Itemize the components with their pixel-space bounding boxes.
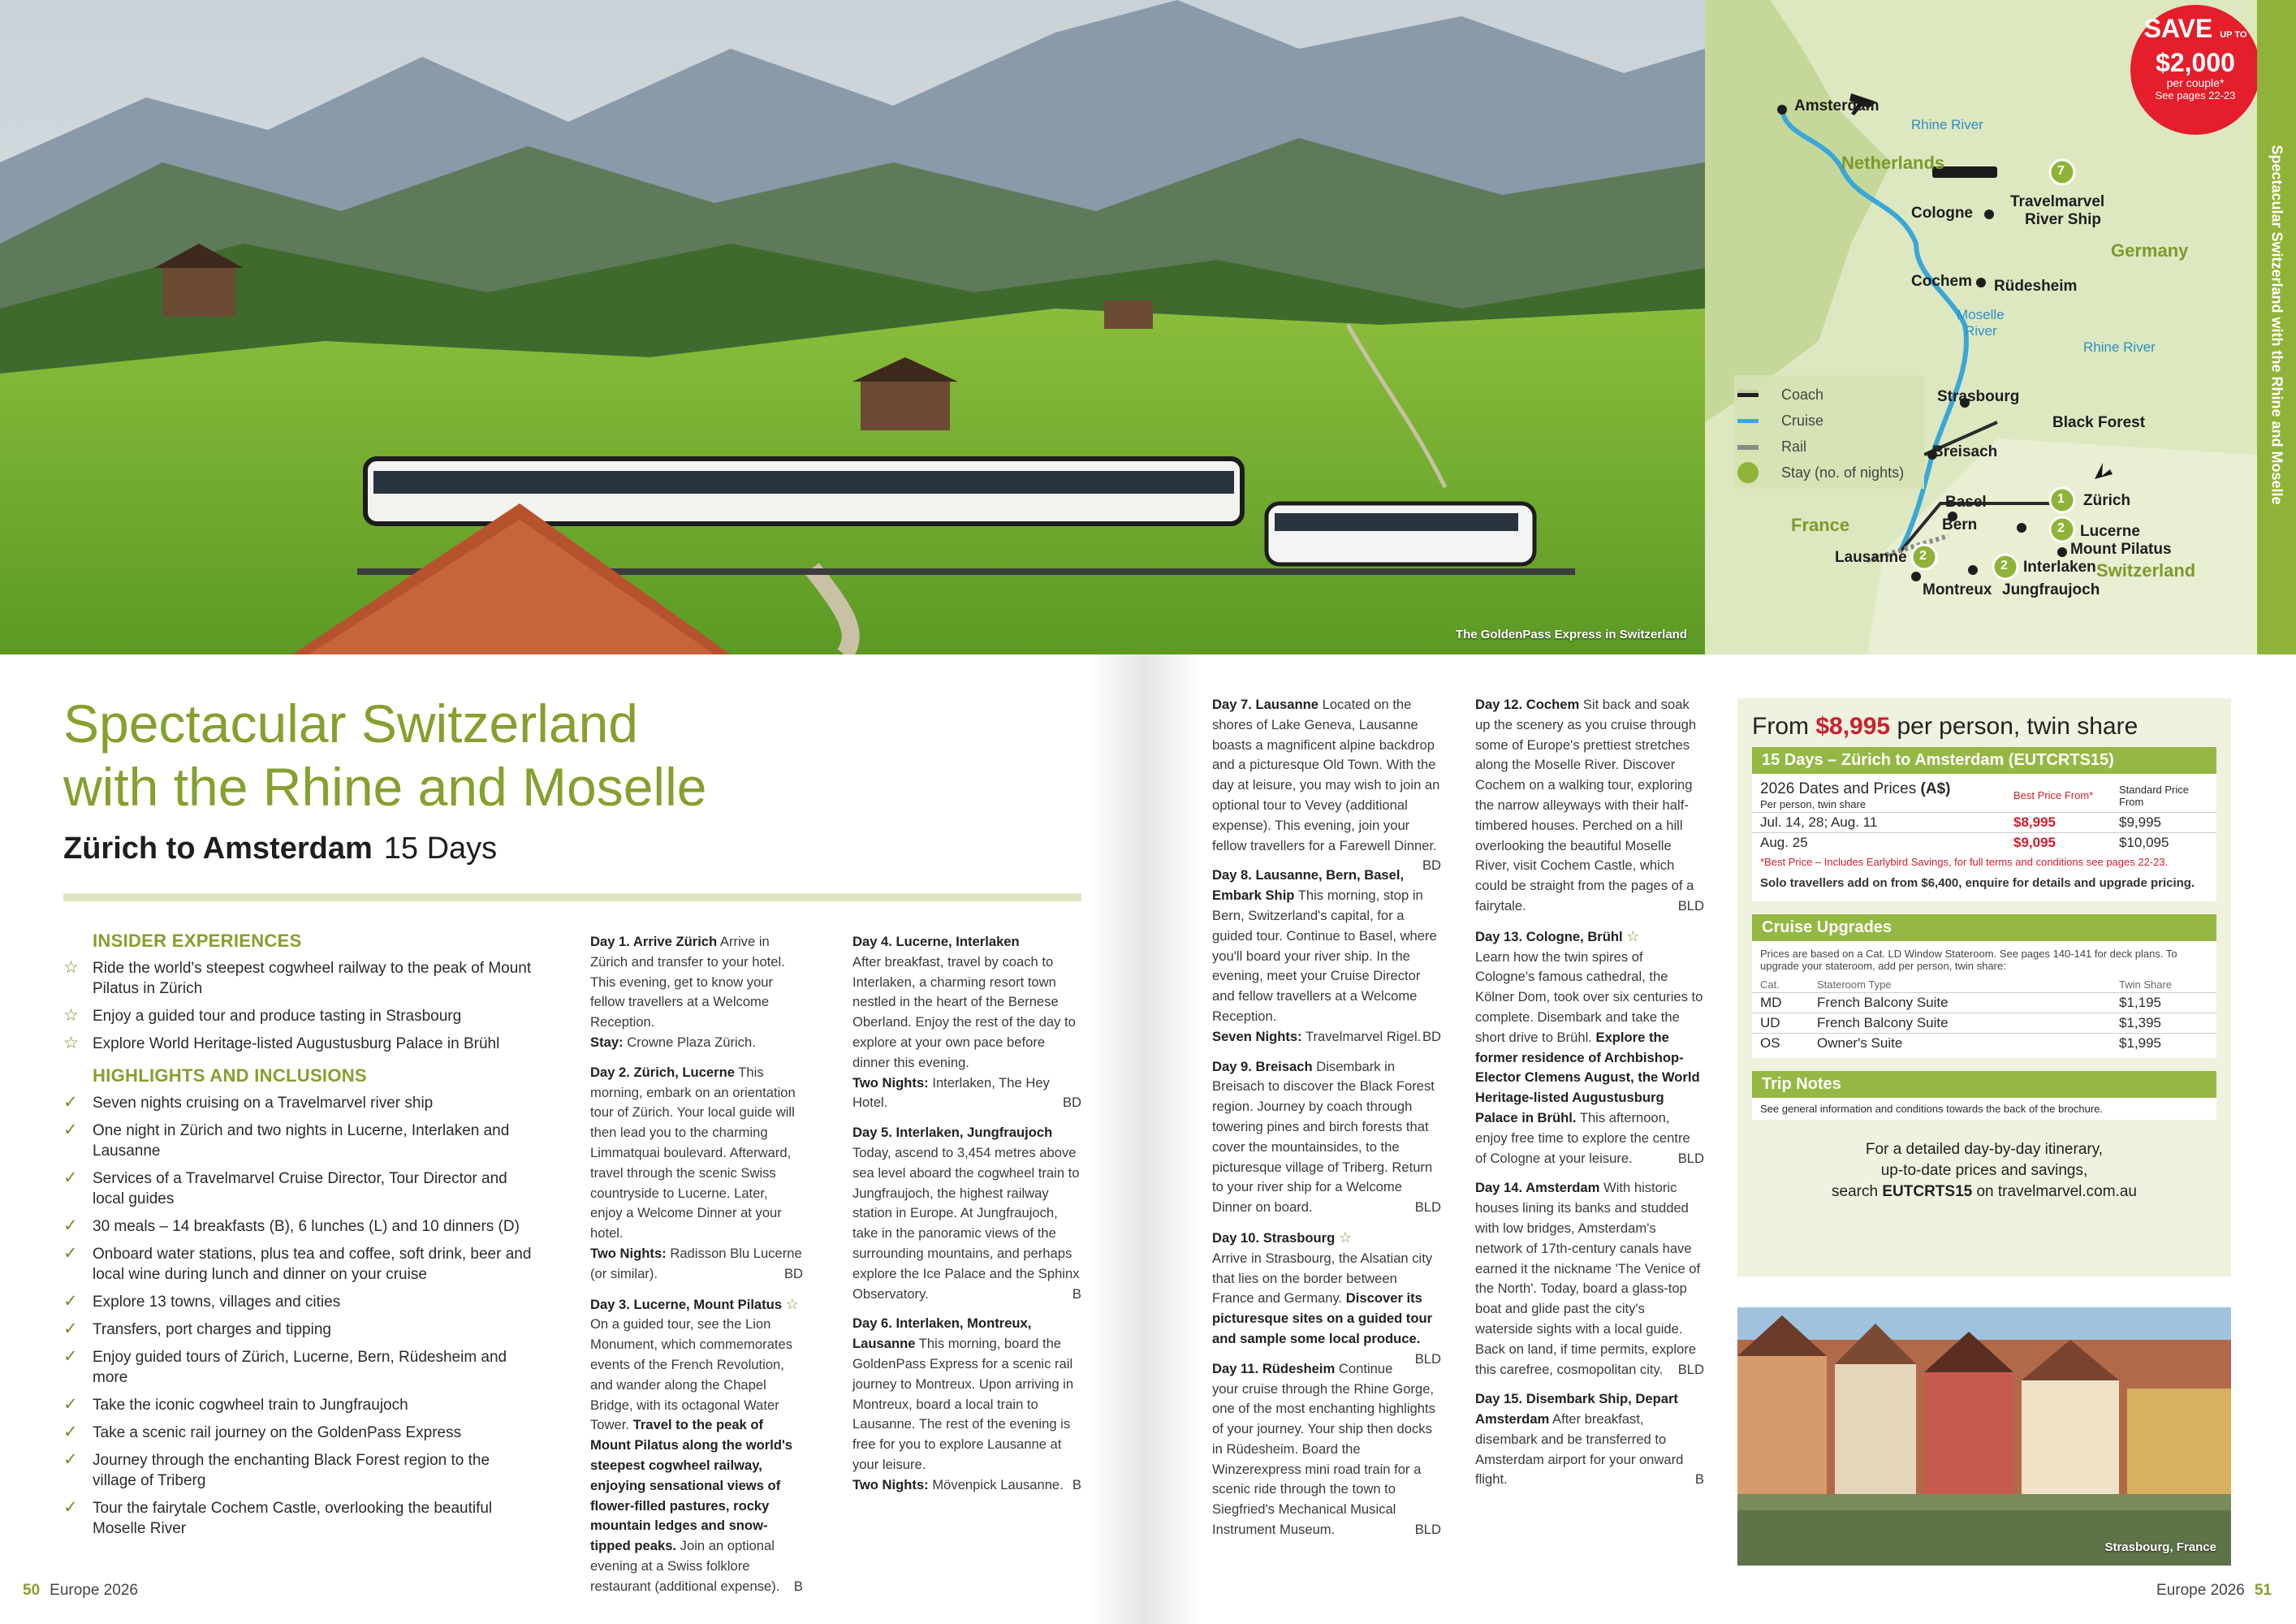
stay-lucerne: 2 xyxy=(2057,521,2065,535)
list-item: ☆ Ride the world's steepest cogwheel railway to the peak of Mount Pilatus in Zürich xyxy=(63,958,532,997)
inclusions-column xyxy=(63,931,534,1546)
itinerary-column-1 xyxy=(590,932,803,1607)
page-number-right: 51 xyxy=(2254,1582,2272,1599)
stay-zurich: 1 xyxy=(2057,492,2065,506)
title-line-1: Spectacular Switzerland xyxy=(63,693,639,754)
city-mount-pilatus: Mount Pilatus xyxy=(2070,541,2172,558)
city-lucerne: Lucerne xyxy=(2080,523,2140,540)
check-icon: ✓ xyxy=(63,1121,78,1139)
city-cochem: Cochem xyxy=(1911,273,1972,290)
list-item: ☆ Enjoy a guided tour and produce tasting in Strasbourg xyxy=(63,1006,462,1025)
check-icon: ✓ xyxy=(63,1093,78,1112)
city-basel: Basel xyxy=(1945,494,1987,511)
itinerary-column-4 xyxy=(1475,695,1704,1500)
city-amsterdam: Amsterdam xyxy=(1794,97,1880,114)
ship-label-1: Travelmarvel xyxy=(2010,193,2105,210)
sidebar-strip xyxy=(2257,0,2296,654)
day-12: Day 12. Cochem Sit back and soak up the scenery as you cruise through some of Europe's prettiest stretches along the Moselle River. Discover Cochem on a walking tour, exploring the narrow alleyways with their half-timbered houses. Perched on a hill overlooking the beautiful Moselle River, visit Cochem Castle, which could be straight from the pages of a fairytale. BLD xyxy=(1475,697,1704,914)
page-gutter xyxy=(1088,654,1202,1624)
badge-save: SAVE xyxy=(2143,14,2213,43)
check-icon: ✓ xyxy=(63,1498,78,1517)
pricing-box xyxy=(1737,698,2231,1276)
city-bern: Bern xyxy=(1942,516,1978,533)
list-item: ✓ Take the iconic cogwheel train to Jungfraujoch xyxy=(63,1395,408,1414)
title-line-2: with the Rhine and Moselle xyxy=(63,757,707,817)
hero-caption: The GoldenPass Express in Switzerland xyxy=(1455,628,1687,641)
country-switzerland: Switzerland xyxy=(2096,560,2196,581)
legend-stay: Stay (no. of nights) xyxy=(1781,464,1905,481)
trip-notes-text: See general information and conditions towards the back of the brochure. xyxy=(1752,1098,2216,1120)
day-10: Day 10. Strasbourg ☆ Arrive in Strasbourg, the Alsatian city that lies on the border between France and Germany. Discover its picturesque sites on a guided tour and sample some local produce. BLD xyxy=(1212,1229,1441,1367)
list-item: ✓ Transfers, port charges and tipping xyxy=(63,1320,331,1338)
list-item: ✓ One night in Zürich and two nights in Lucerne, Interlaken and Lausanne xyxy=(63,1121,510,1160)
itinerary-column-3 xyxy=(1212,695,1441,1550)
day-6: Day 6. Interlaken, Montreux, Lausanne This morning, board the GoldenPass Express for a scenic rail journey to Montreux. Upon arriving in Montreux, board a local train to Lausanne. The rest of the evening is free for you to explore Lausanne at your leisure. Two Nights: Mövenpick Lausanne. B xyxy=(852,1315,1081,1492)
upgrades-bar: Cruise Upgrades xyxy=(1752,914,2216,941)
list-item: ✓ Seven nights cruising on a Travelmarvel river ship xyxy=(63,1093,434,1112)
from-price: From $8,995 per person, twin share xyxy=(1752,713,2138,740)
table-row: OS Owner's Suite $1,995 xyxy=(1752,1034,2216,1054)
badge-amount: $2,000 xyxy=(2156,48,2235,77)
city-jungfraujoch: Jungfraujoch xyxy=(2002,581,2100,598)
page-title xyxy=(63,692,1078,818)
best-price-footnote: *Best Price – Includes Earlybird Savings, for full terms and conditions see pages 22-23. xyxy=(1760,856,2169,868)
city-cologne: Cologne xyxy=(1911,205,1973,222)
city-zurich: Zürich xyxy=(2083,492,2131,509)
divider-rule xyxy=(63,893,1081,901)
insider-list xyxy=(63,958,534,1054)
legend-cruise: Cruise xyxy=(1781,412,1824,429)
city-rudesheim: Rüdesheim xyxy=(1994,278,2078,295)
day-2: Day 2. Zürich, Lucerne This morning, embark on an orientation tour of Zürich. Your local guide will then lead you to the charming Limmatquai boulevard. Afterward, travel through the scenic Swiss countryside to Lucerne. Later, enjoy a Welcome Dinner at your hotel. Two Nights: Radisson Blu Lucerne (or similar). BD xyxy=(590,1064,803,1281)
country-germany: Germany xyxy=(2111,240,2189,261)
page-number-left: 50 xyxy=(23,1582,41,1599)
city-black-forest: Black Forest xyxy=(2052,414,2146,431)
itinerary-column-2 xyxy=(852,932,1081,1505)
tour-code: EUTCRTS15 xyxy=(1882,1183,1973,1200)
tour-bar: 15 Days – Zürich to Amsterdam (EUTCRTS15) xyxy=(1752,747,2216,774)
day-3: Day 3. Lucerne, Mount Pilatus ☆ On a guided tour, see the Lion Monument, which commemorates events of the French Revolution, and wander along the Chapel Bridge, with its octagonal Water Tower. Travel to the peak of Mount Pilatus along the world's steepest cogwheel railway, enjoying sensational views of flower-filled pastures, rocky mountain ledges and snow-tipped peaks. Join an optional evening at a Swiss folklore restaurant (additional expense). B xyxy=(590,1295,803,1594)
sidebar-title: Spectacular Switzerland with the Rhine and Moselle xyxy=(2268,145,2285,505)
hero-photo xyxy=(0,0,1705,654)
star-icon: ☆ xyxy=(63,1034,79,1052)
route-subtitle xyxy=(63,831,497,866)
day-1: Day 1. Arrive Zürich Arrive in Zürich and transfer to your hotel. This evening, get to know your fellow travellers at a Welcome Reception. Stay: Crowne Plaza Zürich. xyxy=(590,934,785,1050)
list-item: ✓ Explore 13 towns, villages and cities xyxy=(63,1292,341,1311)
from-amount: $8,995 xyxy=(1815,713,1891,740)
stay-interlaken: 2 xyxy=(2000,559,2008,572)
list-item: ✓ Journey through the enchanting Black Forest region to the village of Triberg xyxy=(63,1450,490,1489)
badge-pages: See pages 22-23 xyxy=(2155,89,2236,102)
check-icon: ✓ xyxy=(63,1320,78,1338)
star-icon: ☆ xyxy=(63,1006,79,1025)
list-item: ✓ Tour the fairytale Cochem Castle, overlooking the beautiful Moselle River xyxy=(63,1498,493,1537)
route-duration: 15 Days xyxy=(383,831,498,866)
check-icon: ✓ xyxy=(63,1216,78,1235)
list-item: ✓ Services of a Travelmarvel Cruise Director, Tour Director and local guides xyxy=(63,1168,507,1207)
highlights-list xyxy=(63,1093,534,1539)
river-rhine-top: Rhine River xyxy=(1911,117,1983,132)
star-icon: ☆ xyxy=(1626,927,1640,944)
solo-note: Solo travellers add on from $6,400, enquire for details and upgrade pricing. xyxy=(1760,876,2195,890)
route-map xyxy=(1705,0,2257,654)
list-item: ✓ 30 meals – 14 breakfasts (B), 6 lunches (L) and 10 dinners (D) xyxy=(63,1216,520,1235)
upgrades-table: Cat. Stateroom Type Twin Share MD French Balcony Suite $1,195 UD French Balcony Suite $1,395 OS Owner's Suite $1,995 xyxy=(1752,977,2216,1053)
city-interlaken: Interlaken xyxy=(2023,559,2096,576)
route-name: Zürich to Amsterdam xyxy=(63,831,373,866)
day-15: Day 15. Disembark Ship, Depart Amsterdam After breakfast, disembark and be transferred to Amsterdam airport for your onward flight. B xyxy=(1475,1391,1704,1488)
table-row: Jul. 14, 28; Aug. 11 $8,995 $9,995 xyxy=(1752,813,2216,833)
cta-block: For a detailed day-by-day itinerary, up-to-date prices and savings, search EUTCRTS15 on travelmarvel.com.au xyxy=(1832,1141,2137,1200)
country-france: France xyxy=(1791,515,1850,535)
day-8: Day 8. Lausanne, Bern, Basel, Embark Ship This morning, stop in Bern, Switzerland's capital, for a guided tour. Continue to Basel, where you'll board your river ship. In the evening, meet your Cruise Director and fellow travellers at a Welcome Reception. Seven Nights: Travelmarvel Rigel. BD xyxy=(1212,867,1441,1044)
city-montreux: Montreux xyxy=(1923,581,1992,598)
ship-label-2: River Ship xyxy=(2025,211,2101,228)
upgrades-note: Prices are based on a Cat. LD Window Stateroom. See pages 140-141 for deck plans. To upgrade your stateroom, add per person, twin share: xyxy=(1760,948,2177,972)
highlights-heading: HIGHLIGHTS AND INCLUSIONS xyxy=(93,1065,367,1086)
canal-houses-illustration xyxy=(1737,1307,2231,1566)
river-moselle-1: Moselle xyxy=(1957,307,2005,322)
badge-upto: UP TO xyxy=(2220,30,2247,40)
check-icon: ✓ xyxy=(63,1423,78,1441)
river-moselle-2: River xyxy=(1965,323,1997,339)
list-item: ✓ Enjoy guided tours of Zürich, Lucerne, Bern, Rüdesheim and more xyxy=(63,1347,507,1386)
table-row: Aug. 25 $9,095 $10,095 xyxy=(1752,833,2216,853)
check-icon: ✓ xyxy=(63,1244,78,1263)
insider-heading: INSIDER EXPERIENCES xyxy=(93,931,302,951)
table-row: MD French Balcony Suite $1,195 xyxy=(1752,993,2216,1013)
day-14: Day 14. Amsterdam With historic houses lining its banks and studded with low bridges, Amsterdam's network of 17th-century canals have earned it the nickname 'The Venice of the North'. Today, board a glass-top boat and glide past the city's waterside sights with a local guide. Back on land, if time permits, explore this carefree, cosmopolitan city. BLD xyxy=(1475,1180,1704,1377)
stay-lausanne: 2 xyxy=(1919,549,1927,563)
day-11: Day 11. Rüdesheim Continue your cruise through the Rhine Gorge, one of the most enchanting highlights of your journey. Your ship then docks in Rüdesheim. Board the Winzerexpress mini road train for a scenic ride through the town to Siegfried's Mechanical Musical Instrument Museum. BLD xyxy=(1212,1360,1441,1538)
city-breisach: Breisach xyxy=(1932,443,1998,460)
river-rhine-mid: Rhine River xyxy=(2083,339,2156,355)
badge-per: per couple* xyxy=(2166,76,2225,89)
page-label-right: Europe 2026 xyxy=(2156,1582,2245,1599)
legend-rail: Rail xyxy=(1781,438,1807,455)
list-item: ☆ Explore World Heritage-listed Augustusburg Palace in Brühl xyxy=(63,1034,500,1052)
list-item: ✓ Onboard water stations, plus tea and coffee, soft drink, beer and local wine during lunch and dinner on your cruise xyxy=(63,1244,532,1283)
check-icon: ✓ xyxy=(63,1292,78,1311)
train-landscape-illustration xyxy=(0,0,1705,654)
table-row: UD French Balcony Suite $1,395 xyxy=(1752,1013,2216,1034)
check-icon: ✓ xyxy=(63,1347,78,1366)
ship-nights: 7 xyxy=(2057,164,2065,178)
day-4: Day 4. Lucerne, Interlaken After breakfast, travel by coach to Interlaken, a charming resort town nestled in the heart of the Bernese Oberland. Enjoy the rest of the day to explore at your own pace before dinner this evening. Two Nights: Interlaken, The Hey Hotel. BD xyxy=(852,934,1081,1111)
country-netherlands: Netherlands xyxy=(1841,153,1945,173)
left-folio xyxy=(23,1582,138,1600)
right-folio xyxy=(2156,1582,2272,1600)
page-label-left: Europe 2026 xyxy=(50,1582,138,1599)
website-link[interactable]: on travelmarvel.com.au xyxy=(1976,1183,2137,1200)
day-5: Day 5. Interlaken, Jungfraujoch Today, ascend to 3,454 metres above sea level aboard the cogwheel train to Jungfraujoch, the highest railway station in Europe. At Jungfraujoch, take in the panoramic views of the surrounding mountains, and perhaps explore the Ice Palace and the Sphinx Observatory. B xyxy=(852,1125,1081,1302)
legend-coach: Coach xyxy=(1781,387,1824,403)
city-lausanne: Lausanne xyxy=(1835,549,1907,566)
check-icon: ✓ xyxy=(63,1395,78,1414)
star-icon: ☆ xyxy=(63,958,79,977)
strasbourg-caption: Strasbourg, France xyxy=(2104,1540,2216,1554)
city-strasbourg: Strasbourg xyxy=(1937,388,2020,405)
list-item: ✓ Take a scenic rail journey on the GoldenPass Express xyxy=(63,1423,462,1441)
trip-notes-bar: Trip Notes xyxy=(1752,1071,2216,1098)
star-icon: ☆ xyxy=(1338,1229,1353,1246)
strasbourg-photo xyxy=(1737,1307,2231,1566)
day-13: Day 13. Cologne, Brühl ☆ Learn how the twin spires of Cologne's famous cathedral, the Kölner Dom, took over six centuries to complete. Disembark and take the short drive to Brühl. Explore the former residence of Archbishop-Elector Clemens August, the World Heritage-listed Augustusburg Palace in Brühl. This afternoon, enjoy free time to explore the centre of Cologne at your leisure. BLD xyxy=(1475,927,1704,1166)
day-7: Day 7. Lausanne Located on the shores of Lake Geneva, Lausanne boasts a magnificent alpine backdrop and a picturesque Old Town. With the day at leisure, you may wish to join an optional tour to Vevey (additional expense). This evening, join your fellow travellers for a Farewell Dinner. BD xyxy=(1212,697,1441,874)
star-icon: ☆ xyxy=(785,1295,799,1312)
check-icon: ✓ xyxy=(63,1168,78,1187)
day-9: Day 9. Breisach Disembark in Breisach to discover the Black Forest region. Journey by coach through towering pines and birch forests that cover the mountainsides, to the picturesque village of Triberg. Return to your river ship for a Welcome Dinner on board. BLD xyxy=(1212,1058,1441,1216)
check-icon: ✓ xyxy=(63,1450,78,1469)
price-table: 2026 Dates and Prices (A$) Per person, twin share Best Price From* Standard Price From Jul. 14, 28; Aug. 11 $8,995 $9,995 Aug. 25 $9,095 $10,095 xyxy=(1752,779,2216,853)
